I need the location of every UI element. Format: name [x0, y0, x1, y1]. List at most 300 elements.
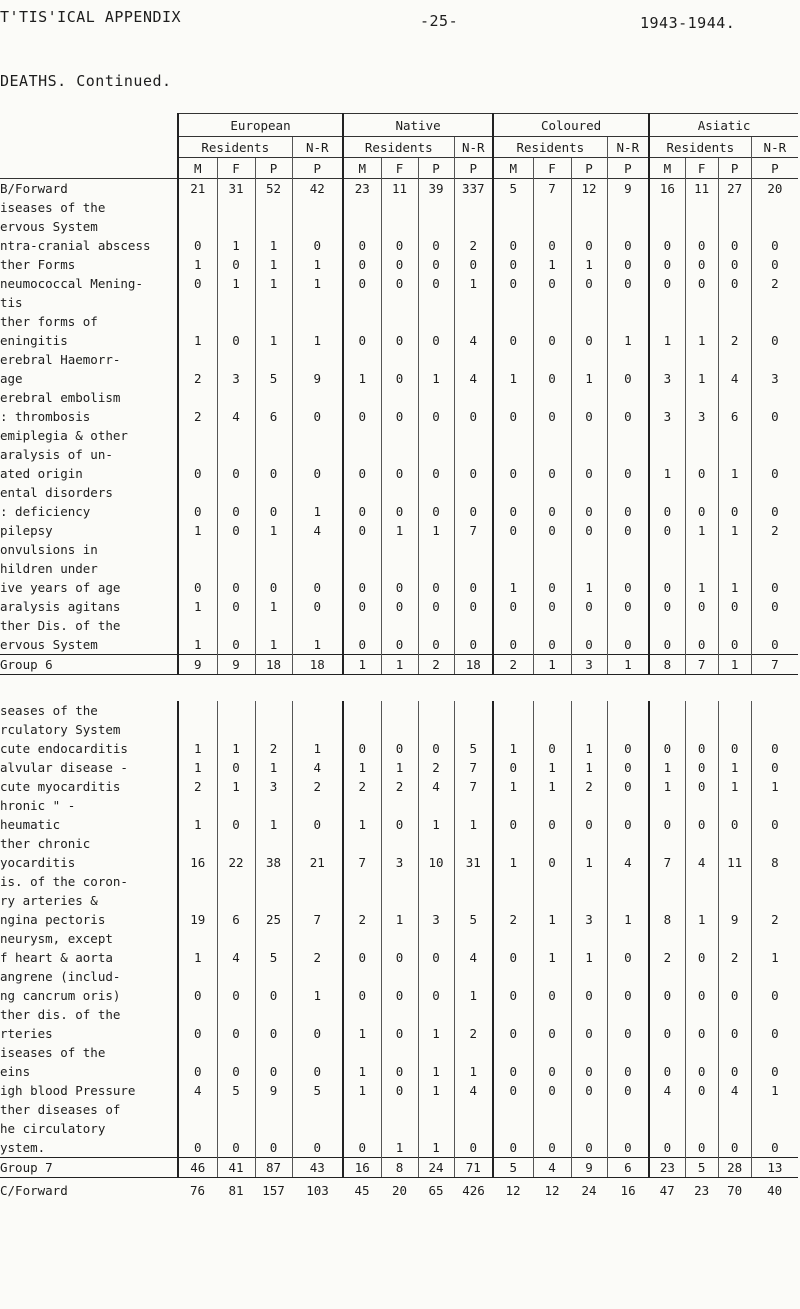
value-cell: [607, 198, 649, 217]
value-cell: [533, 198, 571, 217]
row-label: rteries: [0, 1026, 53, 1041]
value-cell: 1: [292, 986, 343, 1005]
value-cell: [217, 540, 255, 559]
value-cell: 87: [255, 1158, 292, 1178]
value-cell: [381, 1100, 418, 1119]
table-row: [0, 217, 798, 236]
value-cell: [607, 701, 649, 720]
value-cell: 0: [533, 635, 571, 655]
value-cell: [751, 891, 798, 910]
value-cell: 11: [718, 853, 751, 872]
value-cell: 0: [571, 521, 607, 540]
value-cell: [381, 967, 418, 986]
value-cell: 3: [751, 369, 798, 388]
value-cell: 0: [751, 815, 798, 834]
value-cell: 0: [178, 578, 217, 597]
value-cell: [292, 720, 343, 739]
value-cell: [649, 293, 685, 312]
value-cell: [217, 426, 255, 445]
value-cell: 24: [581, 1182, 597, 1198]
value-cell: [533, 293, 571, 312]
value-cell: [685, 872, 718, 891]
value-cell: [685, 426, 718, 445]
value-cell: [217, 967, 255, 986]
value-cell: 1: [178, 815, 217, 834]
value-cell: [571, 1043, 607, 1062]
value-cell: [178, 293, 217, 312]
value-cell: [343, 796, 381, 815]
value-cell: [217, 796, 255, 815]
value-cell: [718, 720, 751, 739]
value-cell: 3: [381, 853, 418, 872]
value-cell: 1: [178, 521, 217, 540]
value-cell: 0: [533, 464, 571, 483]
value-cell: 0: [718, 502, 751, 521]
value-cell: [649, 312, 685, 331]
value-cell: [571, 559, 607, 578]
table-row: [0, 236, 798, 255]
value-cell: 0: [571, 986, 607, 1005]
value-cell: 0: [255, 578, 292, 597]
value-cell: 2: [454, 1024, 493, 1043]
value-cell: 9: [571, 1158, 607, 1178]
value-cell: [533, 540, 571, 559]
group-asiatic: Asiatic: [649, 114, 798, 137]
value-cell: 0: [255, 1062, 292, 1081]
value-cell: [718, 426, 751, 445]
value-cell: [685, 720, 718, 739]
value-cell: 0: [533, 1081, 571, 1100]
value-cell: 0: [751, 1024, 798, 1043]
value-cell: 0: [571, 635, 607, 655]
value-cell: [685, 350, 718, 369]
value-cell: [418, 1005, 454, 1024]
value-cell: [685, 891, 718, 910]
value-cell: 7: [751, 655, 798, 675]
value-cell: 5: [255, 948, 292, 967]
value-cell: 0: [493, 1062, 533, 1081]
value-cell: 10: [418, 853, 454, 872]
value-cell: [255, 1005, 292, 1024]
value-cell: [685, 1100, 718, 1119]
value-cell: [178, 891, 217, 910]
value-cell: 0: [751, 331, 798, 350]
table-row: [0, 369, 798, 388]
value-cell: [418, 217, 454, 236]
value-cell: [685, 217, 718, 236]
value-cell: [685, 445, 718, 464]
value-cell: 0: [649, 502, 685, 521]
value-cell: 13: [751, 1158, 798, 1178]
value-cell: [533, 891, 571, 910]
value-cell: [343, 559, 381, 578]
value-cell: 0: [571, 502, 607, 521]
value-cell: [381, 872, 418, 891]
value-cell: [607, 872, 649, 891]
value-cell: [533, 1119, 571, 1138]
value-cell: [454, 872, 493, 891]
value-cell: 0: [381, 369, 418, 388]
value-cell: [685, 1119, 718, 1138]
row-label: erebral embolism: [0, 390, 121, 405]
table-row: [0, 521, 798, 540]
value-cell: 0: [718, 635, 751, 655]
value-cell: [751, 217, 798, 236]
value-cell: 1: [217, 739, 255, 758]
value-cell: [607, 388, 649, 407]
value-cell: 0: [718, 739, 751, 758]
col-f: F: [217, 158, 255, 179]
value-cell: [381, 217, 418, 236]
value-cell: 1: [718, 655, 751, 675]
value-cell: [454, 616, 493, 635]
value-cell: [718, 483, 751, 502]
col-m: M: [493, 158, 533, 179]
value-cell: [751, 1119, 798, 1138]
value-cell: 9: [607, 179, 649, 199]
value-cell: [493, 701, 533, 720]
value-cell: 0: [649, 274, 685, 293]
value-cell: [292, 891, 343, 910]
value-cell: [571, 796, 607, 815]
value-cell: 2: [718, 331, 751, 350]
value-cell: [649, 540, 685, 559]
row-label: ental disorders: [0, 485, 113, 500]
value-cell: [493, 198, 533, 217]
value-cell: 0: [493, 407, 533, 426]
value-cell: 0: [217, 464, 255, 483]
value-cell: 27: [718, 179, 751, 199]
value-cell: [607, 929, 649, 948]
value-cell: 1: [418, 1138, 454, 1158]
table-row: [0, 597, 798, 616]
value-cell: [533, 967, 571, 986]
value-cell: [343, 388, 381, 407]
row-label: iseases of the: [0, 1045, 106, 1060]
value-cell: 0: [533, 739, 571, 758]
col-f: F: [381, 158, 418, 179]
table-row: [0, 815, 798, 834]
value-cell: [649, 1043, 685, 1062]
value-cell: [454, 967, 493, 986]
value-cell: [343, 198, 381, 217]
value-cell: 25: [255, 910, 292, 929]
value-cell: 0: [571, 407, 607, 426]
value-cell: 0: [418, 236, 454, 255]
value-cell: [649, 445, 685, 464]
table-row: [0, 540, 798, 559]
value-cell: [751, 616, 798, 635]
value-cell: [685, 616, 718, 635]
value-cell: [685, 293, 718, 312]
value-cell: [255, 701, 292, 720]
value-cell: 0: [343, 464, 381, 483]
row-label: ated origin: [0, 466, 83, 481]
value-cell: [292, 1100, 343, 1119]
value-cell: [418, 559, 454, 578]
value-cell: [418, 198, 454, 217]
value-cell: [751, 388, 798, 407]
value-cell: 0: [607, 274, 649, 293]
value-cell: 0: [751, 758, 798, 777]
value-cell: 0: [454, 502, 493, 521]
value-cell: [571, 217, 607, 236]
value-cell: 0: [607, 758, 649, 777]
value-cell: 0: [607, 635, 649, 655]
value-cell: 11: [685, 179, 718, 199]
row-label: rculatory System: [0, 722, 121, 737]
value-cell: 0: [418, 578, 454, 597]
value-cell: 0: [178, 274, 217, 293]
value-cell: 0: [493, 274, 533, 293]
value-cell: [217, 872, 255, 891]
value-cell: 0: [751, 502, 798, 521]
value-cell: 1: [649, 758, 685, 777]
value-cell: [255, 796, 292, 815]
row-label: ive years of age: [0, 580, 121, 595]
value-cell: 0: [718, 1024, 751, 1043]
value-cell: 43: [292, 1158, 343, 1178]
value-cell: 0: [533, 578, 571, 597]
group-european: European: [178, 114, 343, 137]
table-row: [0, 464, 798, 483]
row-label: ry arteries &: [0, 893, 98, 908]
value-cell: 1: [418, 369, 454, 388]
value-cell: 0: [493, 597, 533, 616]
value-cell: [571, 1119, 607, 1138]
value-cell: 0: [533, 986, 571, 1005]
value-cell: [607, 967, 649, 986]
value-cell: [571, 720, 607, 739]
value-cell: 0: [292, 236, 343, 255]
value-cell: [718, 312, 751, 331]
col-p: P: [255, 158, 292, 179]
value-cell: [718, 388, 751, 407]
value-cell: [533, 312, 571, 331]
row-label: heumatic: [0, 817, 61, 832]
row-label: Group 7: [0, 1158, 178, 1178]
value-cell: [292, 312, 343, 331]
value-cell: 0: [685, 236, 718, 255]
value-cell: 6: [255, 407, 292, 426]
value-cell: 0: [571, 597, 607, 616]
value-cell: 1: [649, 777, 685, 796]
value-cell: 0: [418, 331, 454, 350]
value-cell: 1: [533, 777, 571, 796]
col-p: P: [292, 158, 343, 179]
value-cell: [418, 426, 454, 445]
value-cell: [178, 1005, 217, 1024]
row-label: ther chronic: [0, 836, 91, 851]
value-cell: [493, 217, 533, 236]
value-cell: 1: [533, 255, 571, 274]
value-cell: [381, 350, 418, 369]
row-label: ngina pectoris: [0, 912, 106, 927]
value-cell: [751, 796, 798, 815]
value-cell: [751, 426, 798, 445]
value-cell: 0: [685, 274, 718, 293]
value-cell: 4: [454, 1081, 493, 1100]
value-cell: [649, 720, 685, 739]
value-cell: [418, 720, 454, 739]
value-cell: [292, 967, 343, 986]
value-cell: [718, 540, 751, 559]
value-cell: 1: [178, 331, 217, 350]
value-cell: 0: [217, 331, 255, 350]
value-cell: 1: [255, 597, 292, 616]
group-native: Native: [343, 114, 493, 137]
value-cell: 0: [454, 464, 493, 483]
value-cell: 0: [418, 635, 454, 655]
value-cell: [292, 293, 343, 312]
section-subtitle: DEATHS. Continued.: [0, 72, 172, 90]
value-cell: 0: [255, 986, 292, 1005]
value-cell: 65: [428, 1182, 444, 1198]
value-cell: 11: [381, 179, 418, 199]
value-cell: 71: [454, 1158, 493, 1178]
value-cell: [381, 559, 418, 578]
value-cell: 1: [685, 910, 718, 929]
value-cell: 1: [571, 853, 607, 872]
value-cell: [343, 1119, 381, 1138]
value-cell: 9: [292, 369, 343, 388]
value-cell: 4: [217, 948, 255, 967]
value-cell: 0: [343, 407, 381, 426]
value-cell: 4: [533, 1158, 571, 1178]
value-cell: 3: [649, 407, 685, 426]
value-cell: [493, 293, 533, 312]
value-cell: 1: [718, 578, 751, 597]
value-cell: [685, 967, 718, 986]
value-cell: [685, 540, 718, 559]
table-row: [0, 350, 798, 369]
value-cell: [418, 445, 454, 464]
value-cell: 1: [571, 255, 607, 274]
value-cell: 12: [544, 1182, 560, 1198]
value-cell: 1: [292, 274, 343, 293]
value-cell: 0: [607, 948, 649, 967]
row-label: iseases of the: [0, 200, 106, 215]
value-cell: 23: [649, 1158, 685, 1178]
value-cell: [343, 872, 381, 891]
table-row: [0, 388, 798, 407]
value-cell: 0: [607, 777, 649, 796]
value-cell: [255, 1043, 292, 1062]
col-p: P: [454, 158, 493, 179]
value-cell: 1: [493, 578, 533, 597]
value-cell: [292, 483, 343, 502]
value-cell: [178, 217, 217, 236]
value-cell: [454, 426, 493, 445]
value-cell: [751, 312, 798, 331]
value-cell: [493, 720, 533, 739]
value-cell: [571, 198, 607, 217]
value-cell: 0: [493, 635, 533, 655]
group-total-row: [0, 655, 798, 675]
value-cell: [571, 445, 607, 464]
table-row: [0, 445, 798, 464]
value-cell: [454, 796, 493, 815]
value-cell: 1: [533, 910, 571, 929]
value-cell: 1: [343, 758, 381, 777]
value-cell: [255, 929, 292, 948]
value-cell: 3: [217, 369, 255, 388]
value-cell: [685, 834, 718, 853]
value-cell: 0: [178, 236, 217, 255]
value-cell: 2: [751, 910, 798, 929]
value-cell: 1: [178, 597, 217, 616]
value-cell: [607, 796, 649, 815]
value-cell: 0: [649, 986, 685, 1005]
value-cell: [718, 559, 751, 578]
value-cell: 1: [343, 369, 381, 388]
value-cell: [649, 426, 685, 445]
value-cell: [255, 540, 292, 559]
value-cell: 0: [292, 597, 343, 616]
value-cell: 4: [217, 407, 255, 426]
table-row: [0, 758, 798, 777]
value-cell: 1: [343, 815, 381, 834]
value-cell: [718, 891, 751, 910]
value-cell: 1: [685, 369, 718, 388]
value-cell: [685, 388, 718, 407]
table-row: [0, 1005, 798, 1024]
value-cell: [571, 1005, 607, 1024]
value-cell: 1: [751, 1081, 798, 1100]
value-cell: 0: [533, 502, 571, 521]
value-cell: 0: [343, 948, 381, 967]
value-cell: 0: [607, 1024, 649, 1043]
table-row: [0, 331, 798, 350]
value-cell: 0: [649, 635, 685, 655]
value-cell: [751, 483, 798, 502]
value-cell: 0: [255, 1138, 292, 1158]
value-cell: 0: [454, 597, 493, 616]
value-cell: [292, 198, 343, 217]
value-cell: [718, 796, 751, 815]
value-cell: [343, 483, 381, 502]
value-cell: 1: [292, 255, 343, 274]
value-cell: [381, 796, 418, 815]
value-cell: 2: [493, 910, 533, 929]
value-cell: 1: [571, 758, 607, 777]
value-cell: [217, 217, 255, 236]
row-label: C/Forward: [0, 1182, 68, 1198]
value-cell: 0: [685, 986, 718, 1005]
value-cell: 9: [178, 655, 217, 675]
value-cell: 0: [381, 464, 418, 483]
value-cell: [418, 1119, 454, 1138]
value-cell: [493, 1100, 533, 1119]
value-cell: 0: [381, 815, 418, 834]
value-cell: 0: [217, 1024, 255, 1043]
value-cell: [178, 350, 217, 369]
value-cell: [381, 198, 418, 217]
value-cell: 0: [381, 1062, 418, 1081]
value-cell: 0: [685, 597, 718, 616]
col-f: F: [533, 158, 571, 179]
row-label: seases of the: [0, 703, 98, 718]
spacer-cell: [0, 675, 798, 702]
value-cell: 0: [418, 407, 454, 426]
value-cell: [454, 559, 493, 578]
value-cell: [381, 929, 418, 948]
value-cell: 0: [571, 331, 607, 350]
value-cell: 0: [292, 578, 343, 597]
row-label: alvular disease -: [0, 760, 128, 775]
value-cell: 0: [292, 815, 343, 834]
value-cell: 1: [381, 521, 418, 540]
